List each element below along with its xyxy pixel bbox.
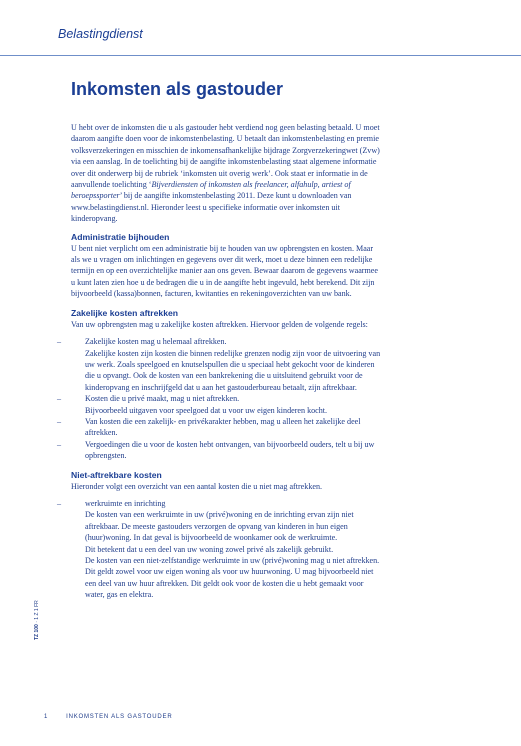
form-code-number: TZ 100 [34,624,40,640]
list-item-title: – Zakelijke kosten mag u helemaal aftrekken. [85,337,227,347]
section-body: U bent niet verplicht om een administratie bij te houden van uw opbrengsten en kosten. Maar als we u vragen om inlichtingen en gegevens over dit werk, moet u deze binnen een redelijke termijn en op een overzichtelijke manier aan ons geven. Bewaar daarom de gegevens waarmee u kunt laten zien hoe u de bedragen die u in de aangifte hebt ingevuld, hebt berekend. Dit zijn bijvoorbeeld (kassa)bonnen, facturen, kwitanties en rekeningoverzichten van uw bank. [71,243,378,299]
intro-text: U hebt over de inkomsten die u als gastouder hebt verdiend nog geen belasting betaald. U moet daarom aangifte doen voor de inkomstenbelasting. U betaalt dan inkomstenbelasting en premie volksverzekeringen en misschien de inkomensafhankelijke bijdrage Zorgverzekeringwet (Zvw) via een aanslag. In de toelichting bij de aangifte inkomstenbelasting staat algemene informatie over dit onderwerp bij de rubriek ‘inkomsten uit overig werk’. Ook staat er informatie in de aanvullende toelichting ‘ [71,123,380,190]
page-number: 1 [44,714,49,720]
list-item-text: De kosten van een werkruimte in uw (privé)woning en de inrichting ervan zijn niet aftrekbaar. De meeste gastouders verzorgen de opvang van kinderen in hun eigen (huur)woning. In dat geval is bijvoorbeeld de woonkamer ook de werkruimte. [85,510,354,543]
list-item-title: – Van kosten die een zakelijk- en privékarakter hebben, mag u alleen het zakelijke deel aftrekken. [85,416,361,438]
list-item [71,416,381,439]
section-body: Hieronder volgt een overzicht van een aantal kosten die u niet mag aftrekken. [71,481,323,491]
body-text [71,122,381,609]
section-heading: Zakelijke kosten aftrekken [71,307,178,318]
intro-text-continued: ’ bij de aangifte inkomstenbelasting 2011. Deze kunt u downloaden van www.belastingdienst.nl. Hieronder leest u specifieke informatie over inkomsten uit kinderopvang. [71,191,352,224]
form-code-version: 1 Z 1 FR [34,600,40,620]
intro-italic-title: Bijverdiensten of inkomsten als freelancer, alfahulp, artiest of beroepssporter [71,180,351,201]
section-body: Van uw opbrengsten mag u zakelijke kosten aftrekken. Hiervoor gelden de volgende regels: [71,319,368,329]
list-item [71,336,381,393]
section-niet-aftrekbare-kosten [71,470,381,601]
rules-list [71,336,381,461]
list-item [71,498,381,601]
form-code: TZ 100 · 1 Z 1 FR [34,600,40,640]
section-heading: Niet-aftrekbare kosten [71,469,162,480]
section-administratie [71,232,381,300]
section-heading: Administratie bijhouden [71,231,170,242]
list-item [71,439,381,462]
page-header [0,0,521,56]
footer-label: INKOMSTEN ALS GASTOUDER [66,714,173,720]
brand-logo-text: Belastingdienst [58,27,143,41]
page-title: Inkomsten als gastouder [71,79,284,99]
list-item-title: – Vergoedingen die u voor de kosten hebt ontvangen, van bijvoorbeeld ouders, telt u bij uw opbrengsten. [85,439,375,461]
list-item-text: De kosten van een niet-zelfstandige werkruimte in uw (privé)woning mag u niet aftrekken. Dit geldt zowel voor uw eigen woning als voor uw huurwoning. U mag bijvoorbeeld niet een deel van uw huur aftrekken. Dit geldt ook voor de kosten die u hebt gemaakt voor water, gas en elektra. [85,556,380,600]
section-zakelijke-kosten [71,308,381,462]
list-item [71,393,381,416]
list-item-text: Zakelijke kosten zijn kosten die binnen redelijke grenzen nodig zijn voor de uitvoering van uw werk. Zoals speelgoed en knutselspullen die u speciaal hebt gekocht voor de kinderen die u opvangt. Ook de kosten van een bankrekening die u uitsluitend gebruikt voor de kinderopvang en inschrijfgeld dat u aan het gastouderbureau betaalt, zijn aftrekbaar. [85,348,381,392]
list-item-title: – Kosten die u privé maakt, mag u niet aftrekken. [85,394,240,404]
intro-paragraph [71,122,381,225]
list-item-text: Bijvoorbeeld uitgaven voor speelgoed dat u voor uw eigen kinderen kocht. [85,405,328,415]
cost-list [71,498,381,601]
list-item-title: – werkruimte en inrichting [85,498,166,508]
list-item-text: Dit betekent dat u een deel van uw woning zowel privé als zakelijk gebruikt. [85,544,334,554]
page-footer [44,714,172,720]
